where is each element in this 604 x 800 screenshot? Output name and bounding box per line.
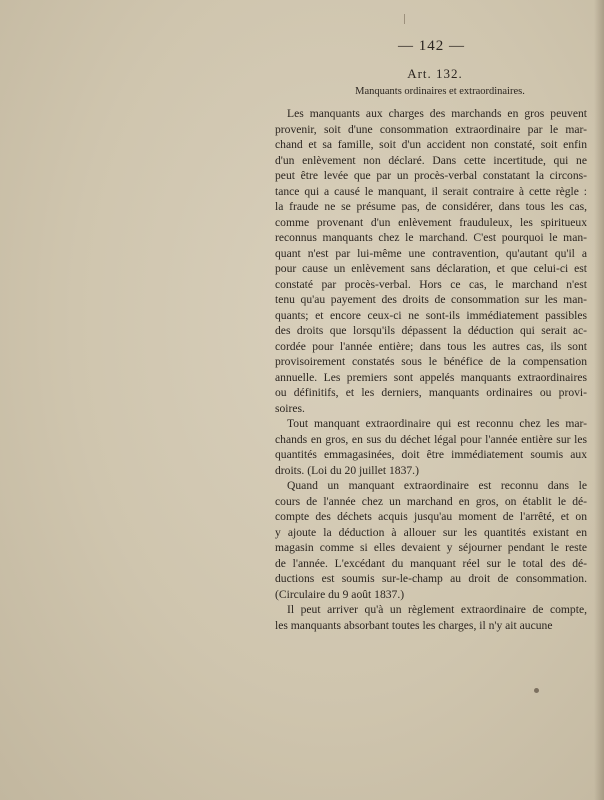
text-line: cours de l'année chez un marchand en gros, on établit le dé- [275,494,587,508]
text-line: d'un enlèvement non déclaré. Dans cette incertitude, qui ne [275,153,587,167]
text-line: magasin comme si elles devaient y séjourner pendant le reste [275,541,587,554]
margin-mark [404,14,405,24]
text-line: les manquants absorbant toutes les charges, il n'y ait aucune [275,618,553,632]
text-line: chand et sa famille, soit d'un accident non constaté, soit enfin [275,138,587,151]
text-line: annuelle. Les premiers sont appelés manquants extraordinaires [275,370,587,384]
ink-speck [534,688,539,693]
text-line: y ajoute la déduction à allouer sur les quantités existant en [275,525,587,539]
text-line: soires. [275,401,305,415]
text-line: provisoirement constatés sous le bénéfice de la compensation [275,355,587,368]
text-line: peut être levée que par un procès-verbal constatant la circons- [275,169,587,182]
paragraph [275,416,587,478]
text-line: cordée pour l'année entière; dans tous les autres cas, ils sont [275,339,587,353]
text-line: pour cause un enlèvement sans déclaration, et que celui-ci est [275,262,587,275]
text-line: Tout manquant extraordinaire qui est reconnu chez les mar- [287,417,587,430]
text-line: tenu qu'au payement des droits de consommation sur les man- [275,293,587,306]
text-line: la fraude ne se présume pas, de considérer, dans tous les cas, [275,200,587,213]
text-line: ductions est soumis sur-le-champ au droit de consommation. [275,572,587,585]
text-line: provenir, soit d'une consommation extraordinaire par le mar- [275,122,587,136]
paragraph [275,478,587,602]
text-line: tance qui a causé le manquant, il serait contraire à cette règle : [275,184,587,198]
text-line: reconnus manquants chez le marchand. C'est pourquoi le man- [275,231,587,244]
page-number: — 142 — [398,38,465,54]
text-line: ou définitifs, et les derniers, manquants ordinaires ou provi- [275,386,587,399]
text-line: chands en gros, en sus du déchet légal pour l'année entière sur les [275,432,587,446]
text-line: quants; et encore ceux-ci ne sont-ils immédiatement passibles [275,308,587,322]
paragraph [275,602,587,633]
text-line: compte des déchets acquis jusqu'au moment de l'arrêté, et on [275,510,587,523]
paragraph [275,106,587,416]
text-line: constaté par procès-verbal. Hors ce cas, le marchand n'est [275,277,587,291]
text-line: Les manquants aux charges des marchands en gros peuvent [287,107,587,120]
text-line: Il peut arriver qu'à un règlement extraordinaire de compte, [287,603,587,616]
text-line: des droits que lorsqu'ils dépassent la déduction qui serait ac- [275,324,587,337]
article-body [275,106,587,633]
text-line: comme provenant d'un enlèvement frauduleux, les spiritueux [275,215,587,229]
text-line: de l'année. L'excédant du manquant réel sur le total des dé- [275,556,587,570]
text-line: quantités emmagasinées, doit être immédiatement soumis aux [275,448,587,461]
article-subtitle: Manquants ordinaires et extraordinaires. [355,86,525,97]
page-fold-shadow [594,0,604,800]
text-line: quant n'est par lui-même une contravention, qu'autant qu'il a [275,246,587,260]
text-line: (Circulaire du 9 août 1837.) [275,587,405,601]
article-heading: Art. 132. [407,66,463,81]
text-line: Quand un manquant extraordinaire est reconnu dans le [287,479,587,492]
text-line: droits. (Loi du 20 juillet 1837.) [275,463,419,477]
